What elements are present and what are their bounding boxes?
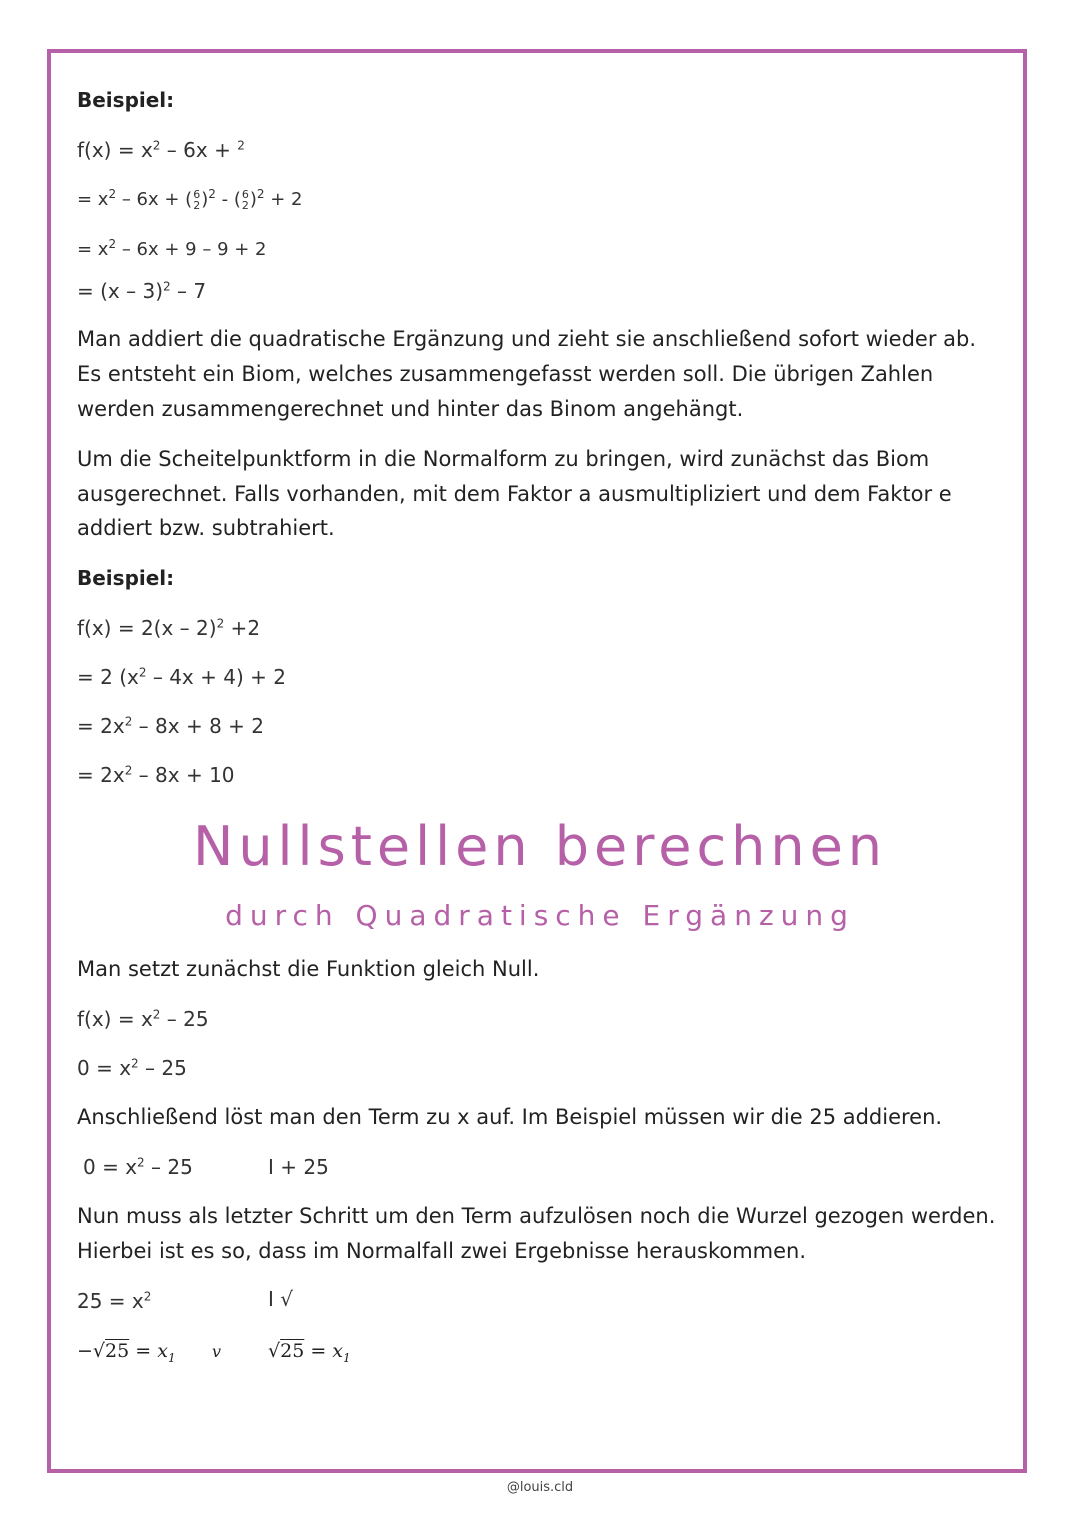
- formula-line: f(x) = 2(x – 2)$^2$ +2: [77, 616, 261, 640]
- solution-negative: $-√25 = x_1$: [77, 1340, 176, 1365]
- paragraph-line: Man setzt zunächst die Funktion gleich Null.: [77, 957, 540, 981]
- paragraph-line: Es entsteht ein Biom, welches zusammengefasst werden soll. Die übrigen Zahlen: [77, 362, 934, 386]
- formula-line: $f(x) = x^2 - 25$: [77, 1007, 209, 1031]
- formula-line: = $x^2 - 6x$ + ( 6 2 )$^2$ - ( 6 2 )$^2$ + 2: [77, 187, 303, 212]
- formula-line: $f(x) = x^2 - 6x + ^2$: [77, 138, 245, 162]
- formula-line: $0 = x^2 - 25$: [83, 1155, 193, 1179]
- formula-line: = 2 $(x^2 - 4x + 4) + 2$: [77, 665, 286, 689]
- formula-line: $0 = x^2 - 25$: [77, 1056, 187, 1080]
- paragraph-line: Man addiert die quadratische Ergänzung und zieht sie anschließend sofort wieder ab.: [77, 327, 977, 351]
- paragraph-line: Hierbei ist es so, dass im Normalfall zwei Ergebnisse herauskommen.: [77, 1239, 807, 1263]
- section-title: Nullstellen berechnen: [192, 815, 888, 878]
- operation-note: I + 25: [268, 1155, 329, 1179]
- formula-line: = $2x^2 - 8x + 8 + 2$: [77, 714, 264, 738]
- paragraph-line: addiert bzw. subtrahiert.: [77, 516, 335, 540]
- example-heading: Beispiel:: [77, 566, 175, 590]
- or-symbol: v: [212, 1342, 222, 1361]
- paragraph-line: Anschließend löst man den Term zu x auf. Im Beispiel müssen wir die 25 addieren.: [77, 1105, 943, 1129]
- section-subtitle: durch Quadratische Ergänzung: [225, 899, 855, 932]
- formula-line: = (x – 3)$^2$ – 7: [77, 279, 207, 303]
- paragraph-line: Um die Scheitelpunktform in die Normalform zu bringen, wird zunächst das Biom: [77, 447, 930, 471]
- formula-line: = $x^2 - 6x + 9 - 9 + 2$: [77, 237, 267, 260]
- paragraph-line: Nun muss als letzter Schritt um den Term aufzulösen noch die Wurzel gezogen werden.: [77, 1204, 996, 1228]
- example-heading: Beispiel:: [77, 88, 175, 112]
- footer-credit: @louis.cld: [506, 1480, 574, 1495]
- paragraph-line: werden zusammengerechnet und hinter das Binom angehängt.: [77, 397, 744, 421]
- paragraph-line: ausgerechnet. Falls vorhanden, mit dem Faktor a ausmultipliziert und dem Faktor e: [77, 482, 952, 506]
- formula-line: $25 = x^2$: [77, 1289, 152, 1313]
- operation-note: I √: [268, 1287, 293, 1311]
- solution-positive: $√25 = x_1$: [268, 1340, 351, 1365]
- formula-line: = $2x^2 - 8x + 10$: [77, 763, 235, 787]
